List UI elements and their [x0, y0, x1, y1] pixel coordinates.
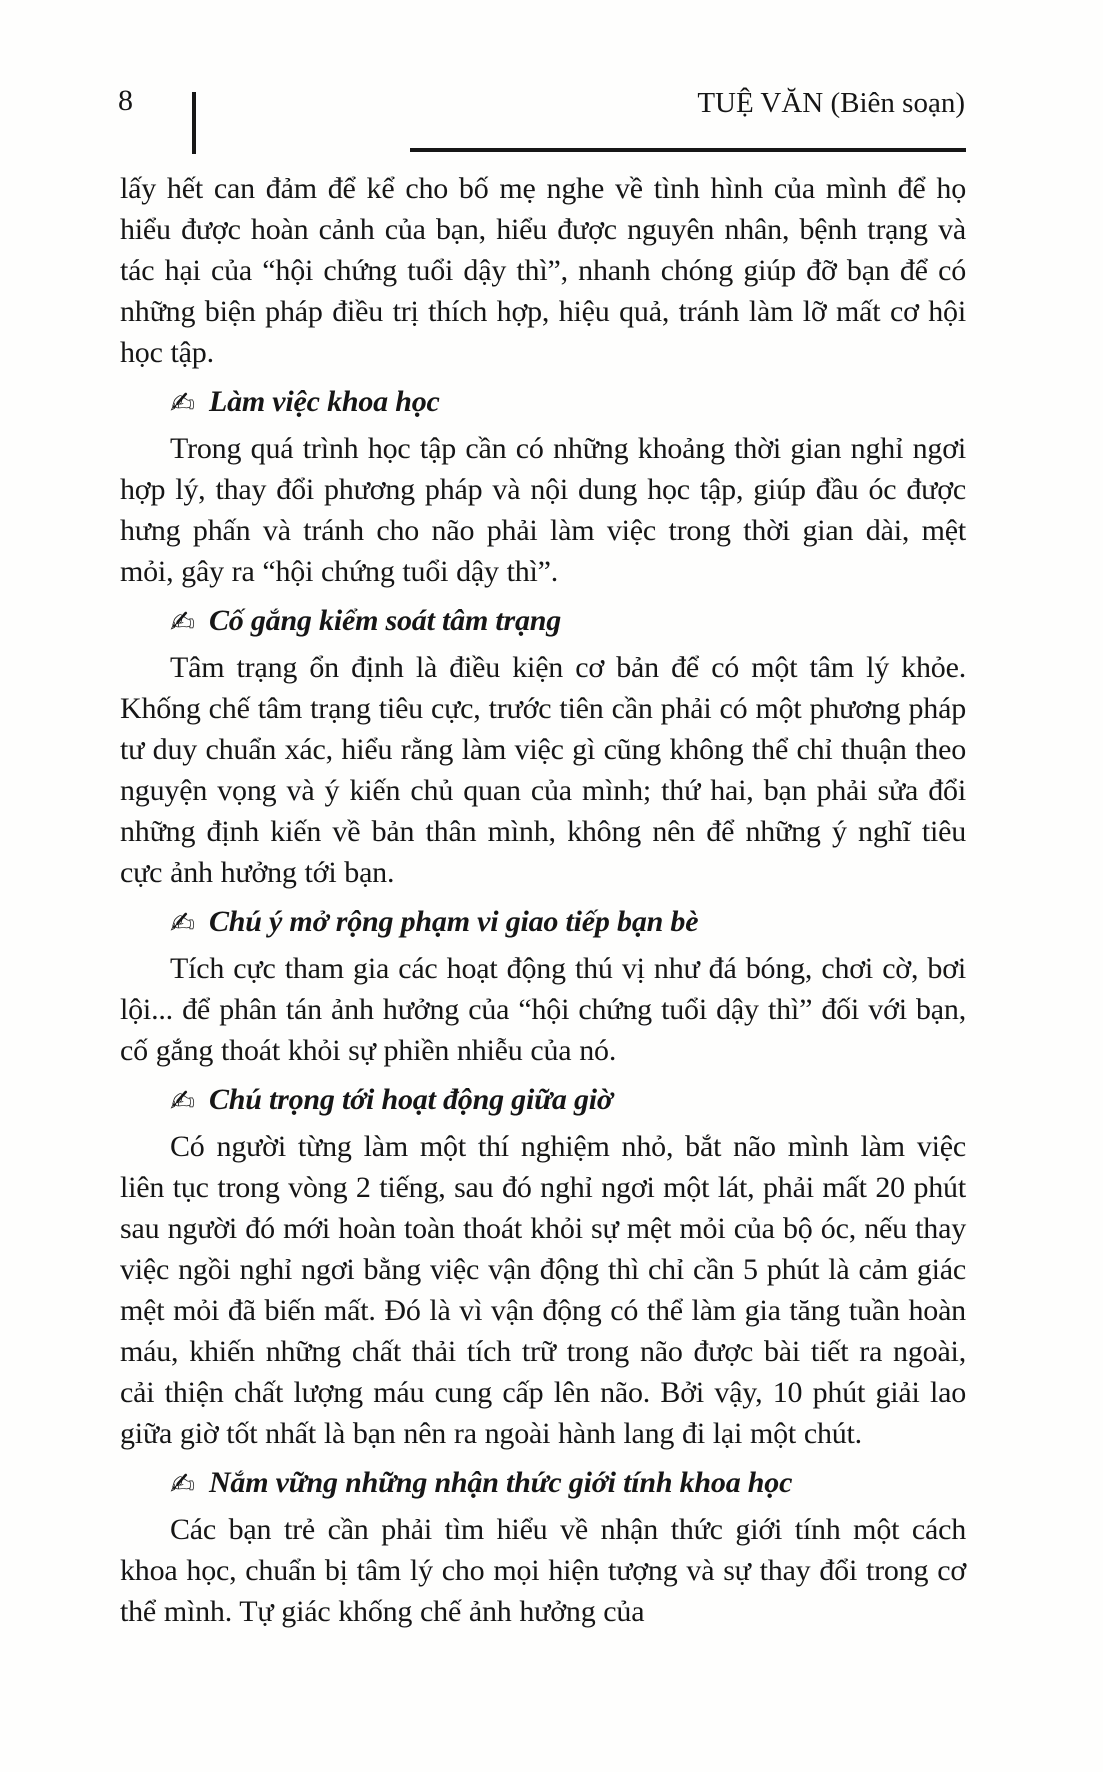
page-number: 8 [118, 84, 133, 117]
running-title: TUỆ VĂN (Biên soạn) [697, 87, 965, 119]
writing-hand-icon: ✍ [170, 1467, 195, 1502]
header-rule [410, 148, 966, 152]
header-divider-bar [192, 92, 196, 154]
paragraph-continuation: lấy hết can đảm để kể cho bố mẹ nghe về tình hình của mình để họ hiểu được hoàn cảnh của bạn, hiểu được nguyên nhân, bệnh trạng và tác hại của “hội chứng tuổi dậy thì”, nhanh chóng giúp đỡ bạn để có những biện pháp điều trị thích hợp, hiệu quả, tránh làm lỡ mất cơ hội học tập. [120, 172, 966, 369]
section-heading-lam-viec-khoa-hoc [120, 382, 966, 422]
writing-hand-icon: ✍ [170, 906, 195, 941]
page-header [0, 0, 1103, 160]
paragraph: Có người từng làm một thí nghiệm nhỏ, bắt não mình làm việc liên tục trong vòng 2 tiếng, sau đó nghỉ ngơi một lát, phải mất 20 phút sau người đó mới hoàn toàn thoát khỏi sự mệt mỏi của bộ óc, nếu thay việc ngồi nghỉ ngơi bằng việc vận động thì chỉ cần 5 phút là cảm giác mệt mỏi đã biến mất. Đó là vì vận động có thể làm gia tăng tuần hoàn máu, khiến những chất thải tích trữ trong não được bài tiết ra ngoài, cải thiện chất lượng máu cung cấp lên não. Bởi vậy, 10 phút giải lao giữa giờ tốt nhất là bạn nên ra ngoài hành lang đi lại một chút. [120, 1130, 966, 1450]
writing-hand-icon: ✍ [170, 605, 195, 640]
section-heading-chu-trong-toi-hoat-dong-giua-gio [120, 1080, 966, 1120]
section-heading-text: Nắm vững những nhận thức giới tính khoa học [208, 1466, 793, 1499]
section-heading-chu-y-mo-rong-pham-vi-giao-tiep [120, 902, 966, 942]
writing-hand-icon: ✍ [170, 386, 195, 421]
page-content [120, 168, 966, 1632]
section-heading-text: Chú ý mở rộng phạm vi giao tiếp bạn bè [208, 905, 699, 938]
section-heading-co-gang-kiem-soat-tam-trang [120, 601, 966, 641]
section-heading-text: Cố gắng kiểm soát tâm trạng [208, 604, 562, 637]
paragraph: Tích cực tham gia các hoạt động thú vị như đá bóng, chơi cờ, bơi lội... để phân tán ảnh hưởng của “hội chứng tuổi dậy thì” đối với bạn, cố gắng thoát khỏi sự phiền nhiễu của nó. [120, 952, 966, 1067]
section-heading-text: Chú trọng tới hoạt động giữa giờ [208, 1083, 613, 1116]
section-heading-nam-vung-nhan-thuc-gioi-tinh [120, 1463, 966, 1503]
section-heading-text: Làm việc khoa học [208, 385, 440, 418]
paragraph: Tâm trạng ổn định là điều kiện cơ bản để có một tâm lý khỏe. Khống chế tâm trạng tiêu cực, trước tiên cần phải có một phương pháp tư duy chuẩn xác, hiểu rằng làm việc gì cũng không thể chỉ thuận theo nguyện vọng và ý kiến chủ quan của mình; thứ hai, bạn phải sửa đổi những định kiến về bản thân mình, không nên để những ý nghĩ tiêu cực ảnh hưởng tới bạn. [120, 651, 966, 889]
writing-hand-icon: ✍ [170, 1084, 195, 1119]
paragraph: Trong quá trình học tập cần có những khoảng thời gian nghỉ ngơi hợp lý, thay đổi phương pháp và nội dung học tập, giúp đầu óc được hưng phấn và tránh cho não phải làm việc trong thời gian dài, mệt mỏi, gây ra “hội chứng tuổi dậy thì”. [120, 432, 966, 588]
paragraph: Các bạn trẻ cần phải tìm hiểu về nhận thức giới tính một cách khoa học, chuẩn bị tâm lý cho mọi hiện tượng và sự thay đổi trong cơ thể mình. Tự giác khống chế ảnh hưởng của [120, 1513, 966, 1628]
